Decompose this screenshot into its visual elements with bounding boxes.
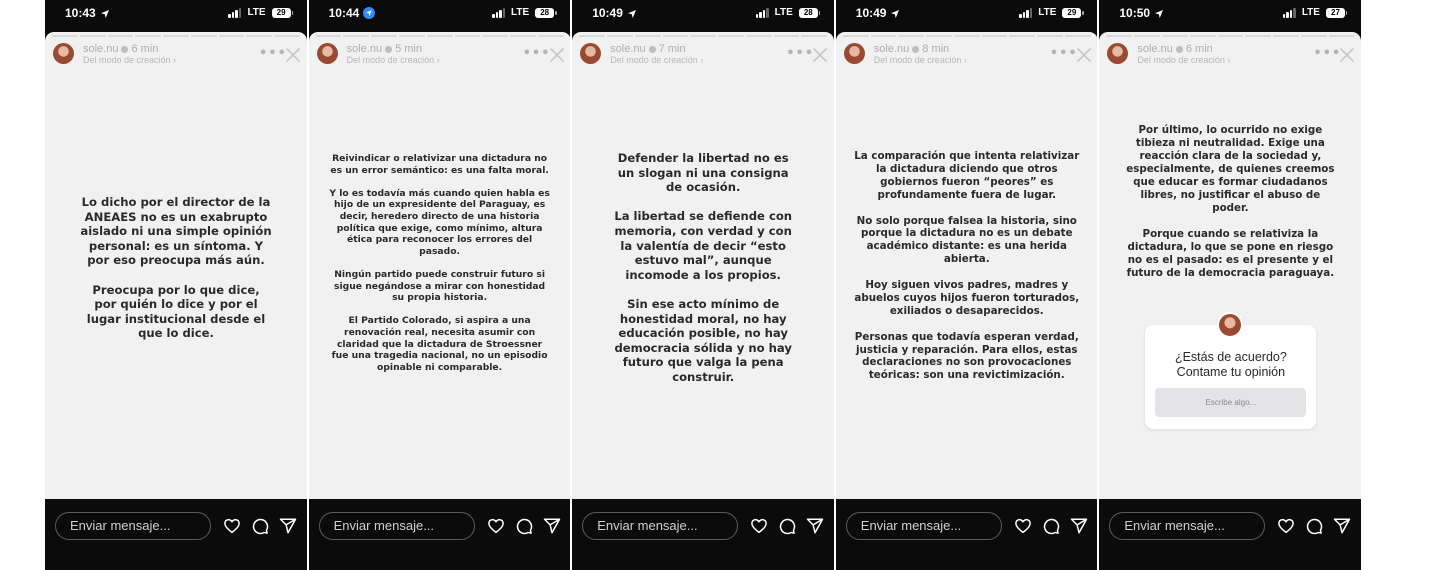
reply-bar [1099,499,1361,570]
story-card[interactable] [836,32,1098,499]
network-type: LTE [511,7,530,18]
close-icon[interactable] [549,47,565,63]
story-panel [45,0,307,570]
post-age: 8 min [922,43,950,55]
story-progress [52,35,300,37]
story-progress [843,35,1091,37]
status-bar [45,0,307,30]
location-arrow-icon [100,8,110,18]
battery-icon: 28 [535,8,554,18]
progress-segment [1245,35,1271,37]
story-paragraph: Ningún partido puede construir futuro si sigue negándose a mirar con honestidad su propia historia. [334,268,546,304]
story-paragraph: Preocupa por lo que dice, por quién lo dice y por el lugar institucional desde el que lo dice. [86,282,266,341]
progress-segment [482,35,508,37]
stories-strip [45,0,1361,570]
battery-icon: 27 [1326,8,1345,18]
progress-segment [843,35,869,37]
creation-mode-link[interactable]: Del modo de creación › [873,55,967,65]
system-icons [1283,7,1345,18]
clock-time: 10:44 [328,6,360,20]
progress-segment [801,35,827,37]
progress-segment [1218,35,1244,37]
signal-icon [756,8,769,18]
username[interactable]: sole.nu [346,43,383,55]
username[interactable]: sole.nu [873,43,910,55]
clock-time: 10:43 [65,6,96,20]
story-panel [1099,0,1361,570]
message-placeholder: Enviar mensaje... [1124,518,1225,533]
progress-segment [1009,35,1035,37]
story-paragraph: Defender la libertad no es un slogan ni una consigna de ocasión. [617,151,789,195]
progress-segment [1329,35,1355,37]
username[interactable]: sole.nu [610,43,646,55]
progress-segment [219,35,245,37]
progress-segment [274,35,300,37]
share-icon[interactable] [543,517,561,535]
progress-segment [343,35,369,37]
progress-segment [1106,35,1132,37]
progress-segment [871,35,897,37]
sticker-answer-input[interactable]: Escribe algo... [1155,388,1306,417]
network-type: LTE [247,7,266,18]
location-arrow-icon [627,8,637,18]
story-header [83,43,158,55]
verified-icon [649,46,656,53]
status-bar [309,0,571,30]
avatar[interactable] [317,43,338,64]
progress-segment [1065,35,1091,37]
story-header [1137,43,1212,55]
message-placeholder: Enviar mensaje... [333,518,435,533]
story-paragraph: Y lo es todavía más cuando quien habla es hijo de un expresidente del Paraguay, es decir, heredero directo de una historia política que exige, como mínimo, altura ética para reconocer los errores del pasado. [329,187,550,257]
creation-mode-link[interactable]: Del modo de creación › [1137,55,1231,65]
status-time [65,6,110,20]
reply-bar [45,499,307,570]
story-text [59,195,293,341]
question-sticker[interactable] [1145,325,1316,429]
system-icons [492,7,554,18]
reply-bar [836,499,1098,570]
signal-icon [492,8,505,18]
story-text [323,153,557,373]
comment-icon[interactable] [251,517,269,535]
like-icon[interactable] [1277,517,1295,535]
story-paragraph: El Partido Colorado, si aspira a una renovación real, necesita asumir con claridad que la dictadura de Stroessner fue una tragedia nacional, no un episodio opinable ni comparable. [331,315,548,373]
more-icon[interactable]: ••• [522,46,551,61]
post-age: 5 min [395,43,422,55]
verified-icon [121,46,128,53]
progress-segment [427,35,453,37]
creation-mode-link[interactable]: Del modo de creación › [610,55,704,65]
clock-time: 10:49 [855,6,887,20]
share-icon[interactable] [806,517,824,535]
close-icon[interactable] [1339,47,1355,63]
progress-segment [399,35,425,37]
progress-segment [455,35,481,37]
post-age: 7 min [658,43,686,55]
story-text [850,150,1084,382]
progress-segment [1190,35,1216,37]
message-input[interactable] [846,512,1002,540]
message-placeholder: Enviar mensaje... [860,518,962,533]
sticker-question: ¿Estás de acuerdo? Contame tu opinión [1174,350,1287,379]
story-panel [836,0,1098,570]
post-age: 6 min [131,43,159,55]
username[interactable]: sole.nu [83,43,119,55]
message-input[interactable] [319,512,475,540]
progress-segment [746,35,772,37]
network-type: LTE [774,7,793,18]
progress-segment [1037,35,1063,37]
story-progress [1106,35,1354,37]
progress-segment [135,35,161,37]
status-time [592,6,637,20]
like-icon[interactable] [487,517,505,535]
message-placeholder: Enviar mensaje... [70,518,171,533]
story-paragraph: La libertad se defiende con memoria, con verdad y con la valentía de decir “esto estuvo mal”, aunque incomode a los propios. [614,209,793,282]
battery-icon: 28 [799,8,818,18]
story-text [1113,124,1347,280]
progress-segment [371,35,397,37]
story-panel [309,0,571,570]
status-time [1119,6,1164,20]
system-icons [228,7,290,18]
comment-icon[interactable] [1305,517,1323,535]
avatar[interactable] [53,43,74,64]
like-icon[interactable] [223,517,241,535]
creation-mode-link[interactable]: Del modo de creación › [83,55,177,65]
signal-icon [1019,8,1032,18]
location-active-icon [363,7,375,19]
like-icon[interactable] [750,517,768,535]
reply-bar [309,499,571,570]
story-header [610,43,685,55]
progress-segment [982,35,1008,37]
more-icon[interactable]: ••• [786,46,815,61]
verified-icon [385,46,392,53]
story-progress [579,35,827,37]
close-icon[interactable] [1076,47,1092,63]
network-type: LTE [1301,7,1320,18]
more-icon[interactable]: ••• [259,46,287,61]
story-paragraph: No solo porque falsea la historia, sino porque la dictadura no es un debate académico distante: es una herida abierta. [856,214,1077,266]
progress-segment [898,35,924,37]
system-icons [756,7,818,18]
progress-segment [510,35,536,37]
story-paragraph: Por último, lo ocurrido no exige tibieza ni neutralidad. Exige una reacción clara de la sociedad y, especialmente, de quienes creemos que educar es formar ciudadanos libres, no justificar el abuso de poder. [1126,124,1335,214]
progress-segment [774,35,800,37]
message-input[interactable] [1109,512,1265,540]
story-paragraph: Personas que todavía esperan verdad, justicia y reparación. Para ellos, estas declaraciones no son provocaciones teóricas: son una revictimización. [854,330,1079,382]
story-progress [316,35,564,37]
battery-icon: 29 [272,8,291,18]
progress-segment [1162,35,1188,37]
progress-segment [316,35,342,37]
story-paragraph: Reivindicar o relativizar una dictadura no es un error semántico: es una falta moral. [330,153,549,176]
progress-segment [635,35,661,37]
avatar[interactable] [580,43,601,64]
share-icon[interactable] [1070,517,1088,535]
comment-icon[interactable] [1042,517,1060,535]
sticker-avatar [1217,312,1243,338]
like-icon[interactable] [1014,517,1032,535]
status-bar [836,0,1098,30]
story-paragraph: Sin ese acto mínimo de honestidad moral, no hay educación posible, no hay democracia sólida y no hay futuro que valga la pena construir. [614,296,792,384]
story-header [874,43,949,55]
verified-icon [1176,46,1183,53]
comment-icon[interactable] [778,517,796,535]
progress-segment [163,35,189,37]
progress-segment [52,35,78,37]
signal-icon [228,8,241,18]
clock-time: 10:49 [592,6,623,20]
progress-segment [538,35,564,37]
status-time [856,6,901,20]
progress-segment [1134,35,1160,37]
battery-icon: 29 [1062,8,1081,18]
progress-segment [191,35,217,37]
progress-segment [579,35,605,37]
status-time [329,6,376,20]
story-card[interactable] [309,32,571,499]
location-arrow-icon [890,8,900,18]
more-icon[interactable]: ••• [1313,46,1342,61]
story-header [347,43,422,55]
progress-segment [663,35,689,37]
progress-segment [108,35,134,37]
location-arrow-icon [1154,8,1164,18]
reply-bar [572,499,834,570]
message-placeholder: Enviar mensaje... [597,518,698,533]
story-card[interactable] [45,32,307,499]
network-type: LTE [1038,7,1057,18]
post-age: 6 min [1185,43,1213,55]
progress-segment [954,35,980,37]
creation-mode-link[interactable]: Del modo de creación › [346,55,440,65]
avatar[interactable] [1107,43,1128,64]
progress-segment [1273,35,1299,37]
story-paragraph: Porque cuando se relativiza la dictadura, lo que se pone en riesgo no es el pasado: es el presente y el futuro de la democracia paraguaya. [1126,228,1335,279]
message-input[interactable] [55,512,211,540]
system-icons [1019,7,1081,18]
progress-segment [926,35,952,37]
avatar[interactable] [844,43,865,64]
story-paragraph: La comparación que intenta relativizar la dictadura diciendo que otros gobiernos fueron “peores” es profundamente fuera de lugar. [854,150,1080,201]
story-text [586,151,820,385]
progress-segment [1301,35,1327,37]
story-card[interactable] [572,32,834,499]
username[interactable]: sole.nu [1137,43,1173,55]
verified-icon [912,46,919,53]
signal-icon [1283,8,1296,18]
story-paragraph: Hoy siguen vivos padres, madres y abuelos cuyos hijos fueron torturados, exiliados o desaparecidos. [854,279,1080,317]
story-card[interactable] [1099,32,1361,499]
story-panel [572,0,834,570]
progress-segment [718,35,744,37]
status-bar [572,0,834,30]
status-bar [1099,0,1361,30]
share-icon[interactable] [279,517,297,535]
progress-segment [607,35,633,37]
comment-icon[interactable] [515,517,533,535]
progress-segment [690,35,716,37]
story-paragraph: Lo dicho por el director de la ANEAES no es un exabrupto aislado ni una simple opinión personal: es un síntoma. Y por eso preocupa más aún. [80,195,272,268]
clock-time: 10:50 [1119,6,1151,20]
close-icon[interactable] [285,47,301,63]
close-icon[interactable] [812,47,828,63]
progress-segment [246,35,272,37]
progress-segment [80,35,106,37]
more-icon[interactable]: ••• [1049,46,1078,61]
message-input[interactable] [582,512,738,540]
share-icon[interactable] [1333,517,1351,535]
